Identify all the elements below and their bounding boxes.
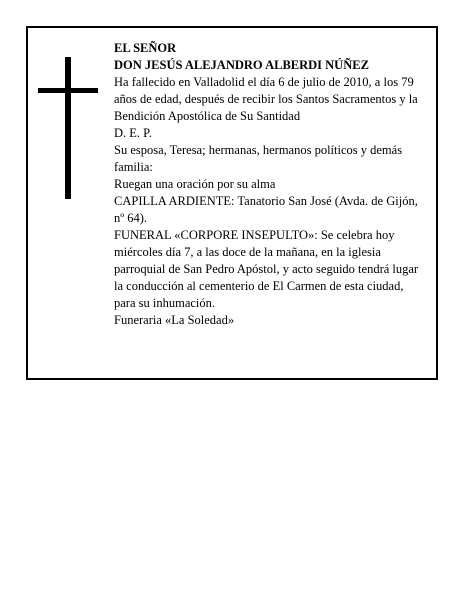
- rest-in-peace: D. E. P.: [114, 126, 152, 140]
- death-announcement: Ha fallecido en Valladolid el día 6 de julio de 2010, a los 79 años de edad, después de recibir los Santos Sacramentos y la Bendición Apostólica de Su Santidad: [114, 75, 418, 123]
- notice-body: [114, 40, 424, 329]
- prayer-request: Ruegan una oración por su alma: [114, 177, 276, 191]
- family-members: Su esposa, Teresa; hermanas, hermanos políticos y demás familia:: [114, 143, 403, 174]
- cross-horizontal-bar: [38, 88, 98, 93]
- cross-vertical-bar: [65, 57, 71, 199]
- funeral-chapel: CAPILLA ARDIENTE: Tanatorio San José (Avda. de Gijón, nº 64).: [114, 194, 418, 225]
- funeral-service: FUNERAL «CORPORE INSEPULTO»: Se celebra hoy miércoles día 7, a las doce de la mañana, en la iglesia parroquial de San Pedro Apóstol, y acto seguido tendrá lugar la conducción al cementerio de El Carmen de esta ciudad, para su inhumación.: [114, 228, 419, 310]
- obituary-notice: [26, 26, 438, 380]
- latin-cross-icon: [38, 57, 98, 199]
- funeral-home: Funeraria «La Soledad»: [114, 313, 235, 327]
- deceased-name: DON JESÚS ALEJANDRO ALBERDI NÚÑEZ: [114, 58, 369, 72]
- deceased-title: EL SEÑOR: [114, 41, 177, 55]
